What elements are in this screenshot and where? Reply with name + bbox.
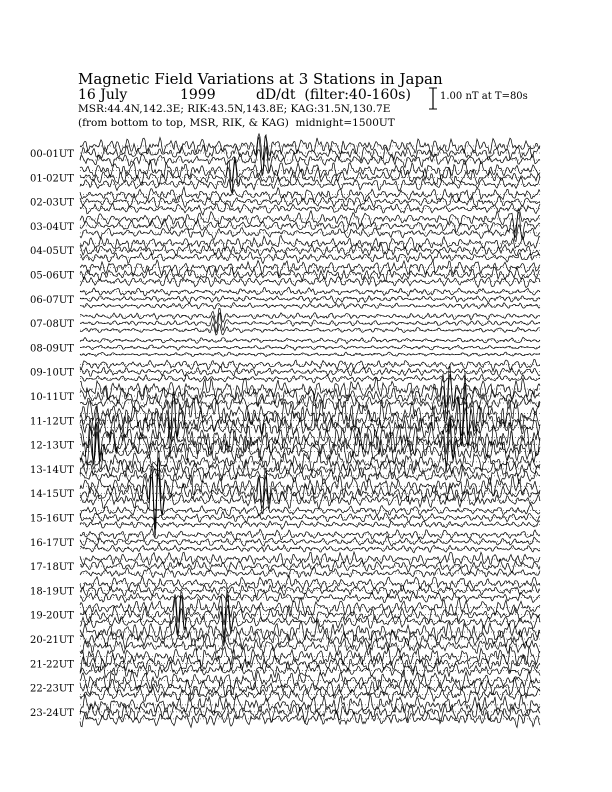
hour-label: 11-12UT: [30, 416, 74, 428]
hour-row-17-18UT: [30, 552, 540, 578]
hour-row-22-23UT: [30, 670, 540, 703]
date-year: 1999: [180, 87, 216, 103]
hour-row-18-19UT: [30, 575, 540, 602]
hour-label: 06-07UT: [30, 294, 74, 306]
hour-label: 18-19UT: [30, 586, 74, 598]
hour-label: 13-14UT: [30, 464, 74, 476]
hour-label: 05-06UT: [30, 270, 74, 282]
filter-label: (filter:40-160s): [304, 87, 411, 103]
trace-rik: [80, 536, 540, 546]
hour-row-05-06UT: [30, 260, 540, 288]
hour-row-03-04UT: [30, 209, 540, 242]
trace-kag: [80, 260, 540, 277]
station-order: (from bottom to top, MSR, RIK, & KAG): [78, 117, 289, 129]
hour-label: 15-16UT: [30, 513, 74, 525]
midnight-note: midnight=1500UT: [295, 117, 395, 129]
trace-rik: [80, 367, 540, 377]
hour-row-06-07UT: [30, 287, 540, 309]
hour-label: 12-13UT: [30, 440, 74, 452]
quantity-label: dD/dt: [256, 87, 296, 103]
trace-msr: [80, 276, 540, 287]
stations-coordinates: MSR:44.4N,142.3E; RIK:43.5N,143.8E; KAG:31.5N,130.7E: [78, 103, 391, 115]
trace-rik: [80, 296, 540, 303]
chart-title: Magnetic Field Variations at 3 Stations in Japan: [78, 70, 443, 88]
hour-label: 00-01UT: [30, 149, 74, 160]
hour-row-09-10UT: [30, 359, 540, 383]
hour-label: 20-21UT: [30, 635, 74, 646]
hour-row-07-08UT: [30, 308, 540, 335]
hour-label: 04-05UT: [30, 246, 74, 258]
hour-row-16-17UT: [30, 528, 540, 552]
trace-msr: [80, 521, 540, 530]
hour-row-04-05UT: [30, 235, 540, 263]
trace-kag: [80, 209, 540, 232]
hour-row-13-14UT: [30, 452, 540, 485]
hour-row-20-21UT: [30, 620, 540, 655]
trace-msr: [80, 468, 540, 485]
trace-kag: [80, 645, 540, 668]
hour-label: 14-15UT: [30, 489, 74, 501]
scale-label: 1.00 nT at T=80s: [440, 91, 528, 102]
hour-row-15-16UT: [30, 504, 540, 529]
hour-row-08-09UT: [30, 337, 540, 357]
hour-label: 17-18UT: [30, 562, 74, 574]
hour-label: 10-11UT: [30, 392, 74, 403]
hour-label: 03-04UT: [30, 221, 74, 233]
trace-rik: [80, 243, 540, 256]
trace-kag: [80, 134, 540, 160]
trace-rik: [80, 135, 540, 176]
date-day: 16 July: [78, 87, 128, 103]
hour-row-21-22UT: [30, 645, 540, 681]
hour-label: 16-17UT: [30, 537, 74, 549]
trace-kag: [80, 187, 540, 203]
hour-label: 09-10UT: [30, 367, 74, 379]
hour-row-23-24UT: [30, 693, 540, 728]
trace-rik: [80, 512, 540, 523]
hour-label: 02-03UT: [30, 197, 74, 209]
trace-msr: [80, 252, 540, 264]
hour-label: 01-02UT: [30, 173, 74, 185]
hour-label: 21-22UT: [30, 659, 74, 671]
hour-label: 19-20UT: [30, 610, 74, 622]
hour-label: 08-09UT: [30, 343, 74, 355]
hour-row-02-03UT: [30, 187, 540, 215]
hour-label: 22-23UT: [30, 683, 74, 695]
trace-msr: [80, 544, 540, 553]
hour-label: 07-08UT: [30, 319, 74, 331]
hour-label: 23-24UT: [30, 707, 74, 719]
